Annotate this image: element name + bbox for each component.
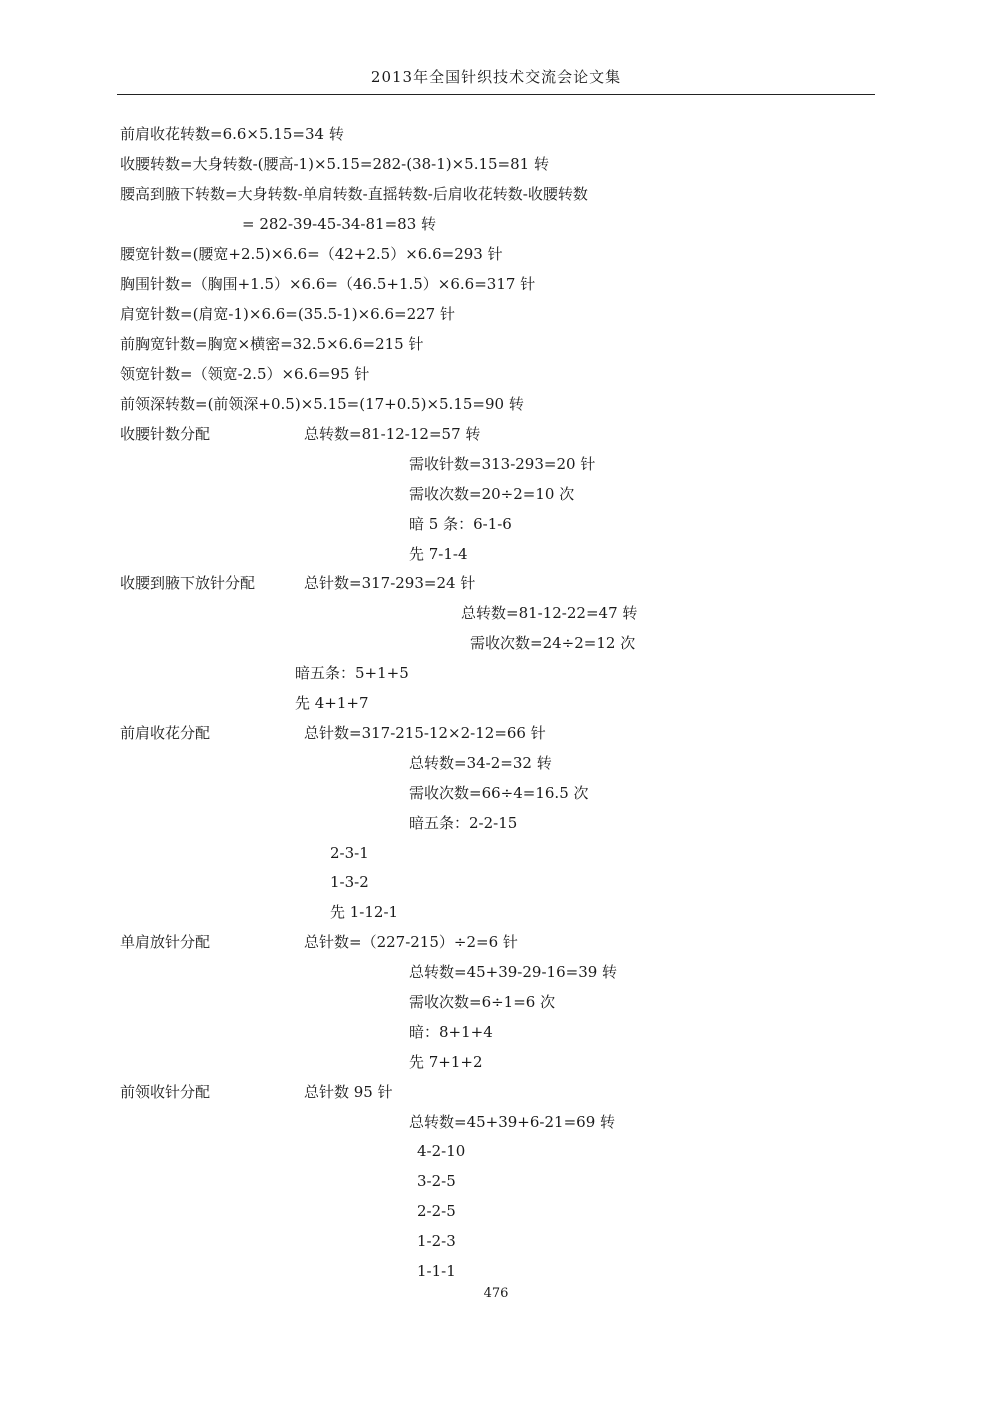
text-line: 暗五条：2-2-15 xyxy=(409,814,518,832)
section-heading: 前肩收花分配 xyxy=(120,724,211,742)
text-line: 肩宽针数=(肩宽-1)×6.6=(35.5-1)×6.6=227 针 xyxy=(120,305,455,323)
text-line: 需收针数=313-293=20 针 xyxy=(409,455,596,473)
section-heading: 收腰针数分配 xyxy=(120,425,211,443)
text-line: 收腰转数=大身转数-(腰高-1)×5.15=282-(38-1)×5.15=81 转 xyxy=(120,155,549,173)
text-line: 先 4+1+7 xyxy=(295,694,369,712)
text-line: 总转数=45+39-29-16=39 转 xyxy=(409,963,618,981)
text-line: 前胸宽针数=胸宽×横密=32.5×6.6=215 针 xyxy=(120,335,424,353)
text-line: 2-3-1 xyxy=(330,844,369,862)
text-line: 先 7-1-4 xyxy=(409,545,468,563)
text-line: 需收次数=6÷1=6 次 xyxy=(409,993,556,1011)
text-line: 总转数=34-2=32 转 xyxy=(409,754,552,772)
header-rule xyxy=(117,94,875,95)
text-line: 先 7+1+2 xyxy=(409,1053,483,1071)
text-line: 总针数=317-293=24 针 xyxy=(304,574,476,592)
running-header: 2013年全国针织技术交流会论文集 xyxy=(370,68,622,86)
text-line: 腰宽针数=(腰宽+2.5)×6.6=（42+2.5）×6.6=293 针 xyxy=(120,245,503,263)
section-heading: 收腰到腋下放针分配 xyxy=(120,574,256,592)
text-line: 前领深转数=(前领深+0.5)×5.15=(17+0.5)×5.15=90 转 xyxy=(120,395,524,413)
text-line: 领宽针数=（领宽-2.5）×6.6=95 针 xyxy=(120,365,370,383)
text-line: 先 1-12-1 xyxy=(330,903,399,921)
text-line: 1-1-1 xyxy=(417,1262,456,1280)
page-number: 476 xyxy=(483,1286,509,1301)
text-line: 总转数=81-12-12=57 转 xyxy=(304,425,481,443)
text-line: 需收次数=24÷2=12 次 xyxy=(470,634,636,652)
section-heading: 单肩放针分配 xyxy=(120,933,211,951)
text-line: 总针数=（227-215）÷2=6 针 xyxy=(304,933,518,951)
text-line: 1-3-2 xyxy=(330,873,369,891)
text-line: 暗五条：5+1+5 xyxy=(295,664,409,682)
text-line: 总转数=81-12-22=47 转 xyxy=(461,604,638,622)
text-line: 2-2-5 xyxy=(417,1202,456,1220)
text-line: 腰高到腋下转数=大身转数-单肩转数-直摇转数-后肩收花转数-收腰转数 xyxy=(120,185,588,203)
text-line: 总转数=45+39+6-21=69 转 xyxy=(409,1113,616,1131)
text-line: 胸围针数=（胸围+1.5）×6.6=（46.5+1.5）×6.6=317 针 xyxy=(120,275,536,293)
section-heading: 前领收针分配 xyxy=(120,1083,211,1101)
text-line: 3-2-5 xyxy=(417,1172,456,1190)
text-line: 暗：8+1+4 xyxy=(409,1023,493,1041)
text-line: 总针数 95 针 xyxy=(304,1083,393,1101)
text-line: 需收次数=20÷2=10 次 xyxy=(409,485,575,503)
text-line: 总针数=317-215-12×2-12=66 针 xyxy=(304,724,546,742)
text-line: 暗 5 条：6-1-6 xyxy=(409,515,512,533)
text-line: 4-2-10 xyxy=(417,1142,466,1160)
text-line: 1-2-3 xyxy=(417,1232,456,1250)
text-line: = 282-39-45-34-81=83 转 xyxy=(242,215,437,233)
text-line: 前肩收花转数=6.6×5.15=34 转 xyxy=(120,125,344,143)
text-line: 需收次数=66÷4=16.5 次 xyxy=(409,784,589,802)
